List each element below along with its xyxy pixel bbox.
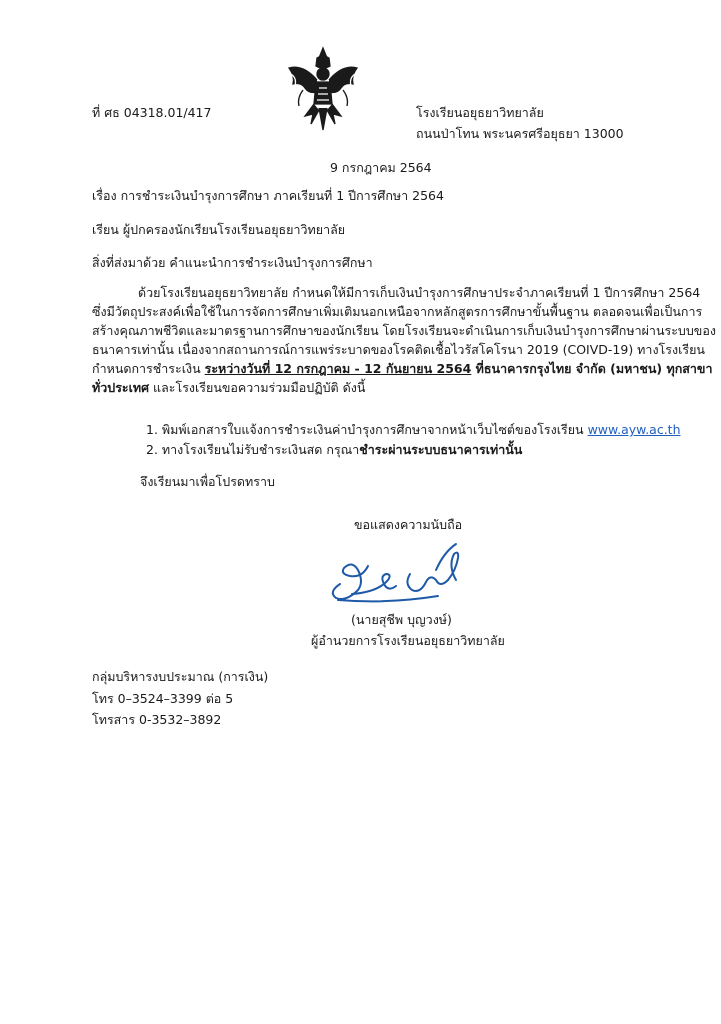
school-address: ถนนป่าโทน พระนครศรีอยุธยา 13000 — [416, 126, 624, 141]
signature — [318, 540, 478, 610]
enclosure-line: สิ่งที่ส่งมาด้วย คำแนะนำการชำระเงินบำรุงการศึกษา — [92, 255, 373, 270]
list-item-2-text: 2. ทางโรงเรียนไม่รับชำระเงินสด กรุณา — [146, 442, 360, 457]
body-line-4: ธนาคารเท่านั้น เนื่องจากสถานการณ์การแพร่ระบาดของโรคติดเชื้อไวรัสโคโรนา 2019 (COIVD-19) ทางโรงเรียน — [92, 342, 705, 357]
list-item-1 — [146, 420, 681, 440]
payment-period: ระหว่างวันที่ 12 กรกฎาคม - 12 กันยายน 2564 — [204, 361, 472, 376]
letter-date: 9 กรกฎาคม 2564 — [330, 160, 432, 175]
signer-name: (นายสุชีพ บุญวงษ์) — [351, 612, 452, 627]
school-website-link[interactable]: www.ayw.ac.th — [587, 422, 681, 437]
department-line: กลุ่มบริหารงบประมาณ (การเงิน) — [92, 669, 269, 684]
fax-line: โทรสาร 0-3532–3892 — [92, 712, 222, 727]
body-line-6-rest: และโรงเรียนขอความร่วมมือปฏิบัติ ดังนี้ — [149, 380, 366, 395]
reference-number: ที่ ศธ 04318.01/417 — [92, 105, 212, 120]
signer-title: ผู้อำนวยการโรงเรียนอยุธยาวิทยาลัย — [311, 633, 505, 648]
bank-only-text: ชำระผ่านระบบธนาคารเท่านั้น — [359, 442, 523, 457]
body-line-2: ซึ่งมีวัตถุประสงค์เพื่อใช้ในการจัดการศึกษาเพิ่มเติมนอกเหนือจากหลักสูตรการศึกษาขั้นพื้นฐาน ตลอดจนเพื่อเป็นการ — [92, 304, 703, 319]
body-line-5 — [92, 359, 713, 378]
payment-bank: ที่ธนาคารกรุงไทย จำกัด (มหาชน) ทุกสาขา — [471, 361, 713, 376]
body-line-5-pre: กำหนดการชำระเงิน — [92, 361, 205, 376]
regards-line: ขอแสดงความนับถือ — [354, 517, 463, 532]
body-paragraph — [92, 283, 716, 397]
school-name: โรงเรียนอยุธยาวิทยาลัย — [416, 105, 544, 120]
subject-line: เรื่อง การชำระเงินบำรุงการศึกษา ภาคเรียนที่ 1 ปีการศึกษา 2564 — [92, 188, 444, 203]
body-line-6 — [92, 378, 640, 397]
list-item-1-text: 1. พิมพ์เอกสารใบแจ้งการชำระเงินค่าบำรุงการศึกษาจากหน้าเว็บไซต์ของโรงเรียน — [146, 422, 588, 437]
recipient-line: เรียน ผู้ปกครองนักเรียนโรงเรียนอยุธยาวิทยาลัย — [92, 222, 346, 237]
nationwide-text: ทั่วประเทศ — [92, 380, 150, 395]
closing-line: จึงเรียนมาเพื่อโปรดทราบ — [140, 474, 275, 489]
phone-line: โทร 0–3524–3399 ต่อ 5 — [92, 691, 234, 706]
body-line-3: สร้างคุณภาพชีวิตและมาตรฐานการศึกษาของนักเรียน โดยโรงเรียนจะดำเนินการเก็บเงินบำรุงการศึกษาผ่านระบบของ — [92, 323, 716, 338]
garuda-emblem — [283, 44, 363, 132]
body-line-1: ด้วยโรงเรียนอยุธยาวิทยาลัย กำหนดให้มีการเก็บเงินบำรุงการศึกษาประจำภาคเรียนที่ 1 ปีการศึกษา 2564 — [138, 285, 701, 300]
list-item-2 — [146, 440, 522, 460]
